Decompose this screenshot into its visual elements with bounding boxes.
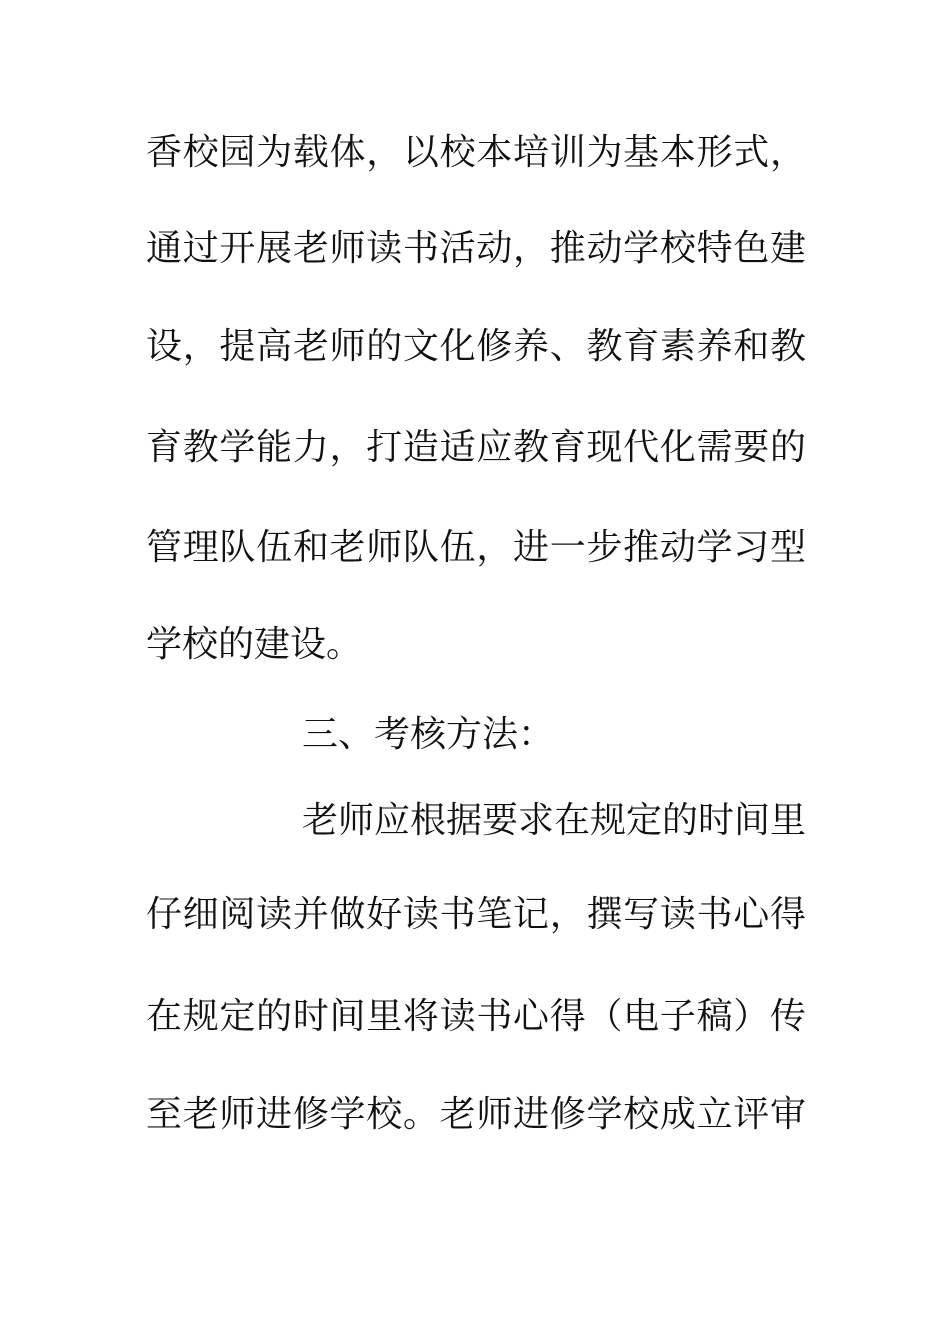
text-line-1: 香校园为载体，以校本培训为基本形式， bbox=[146, 132, 806, 173]
text-line-2: 通过开展老师读书活动，推动学校特色建 bbox=[146, 228, 806, 269]
text-line-6: 学校的建设。 bbox=[146, 624, 363, 665]
section-heading: 三、考核方法： bbox=[302, 714, 555, 755]
text-line-3: 设，提高老师的文化修养、教育素养和教 bbox=[146, 326, 806, 367]
text-line-10: 在规定的时间里将读书心得（电子稿）传 bbox=[146, 996, 806, 1037]
text-line-9: 仔细阅读并做好读书笔记，撰写读书心得 bbox=[146, 894, 806, 935]
text-line-5: 管理队伍和老师队伍，进一步推动学习型 bbox=[146, 527, 806, 568]
text-line-4: 育教学能力，打造适应教育现代化需要的 bbox=[146, 427, 806, 468]
paragraph-first-line: 老师应根据要求在规定的时间里 bbox=[302, 800, 807, 841]
text-line-11: 至老师进修学校。老师进修学校成立评审 bbox=[146, 1094, 806, 1135]
